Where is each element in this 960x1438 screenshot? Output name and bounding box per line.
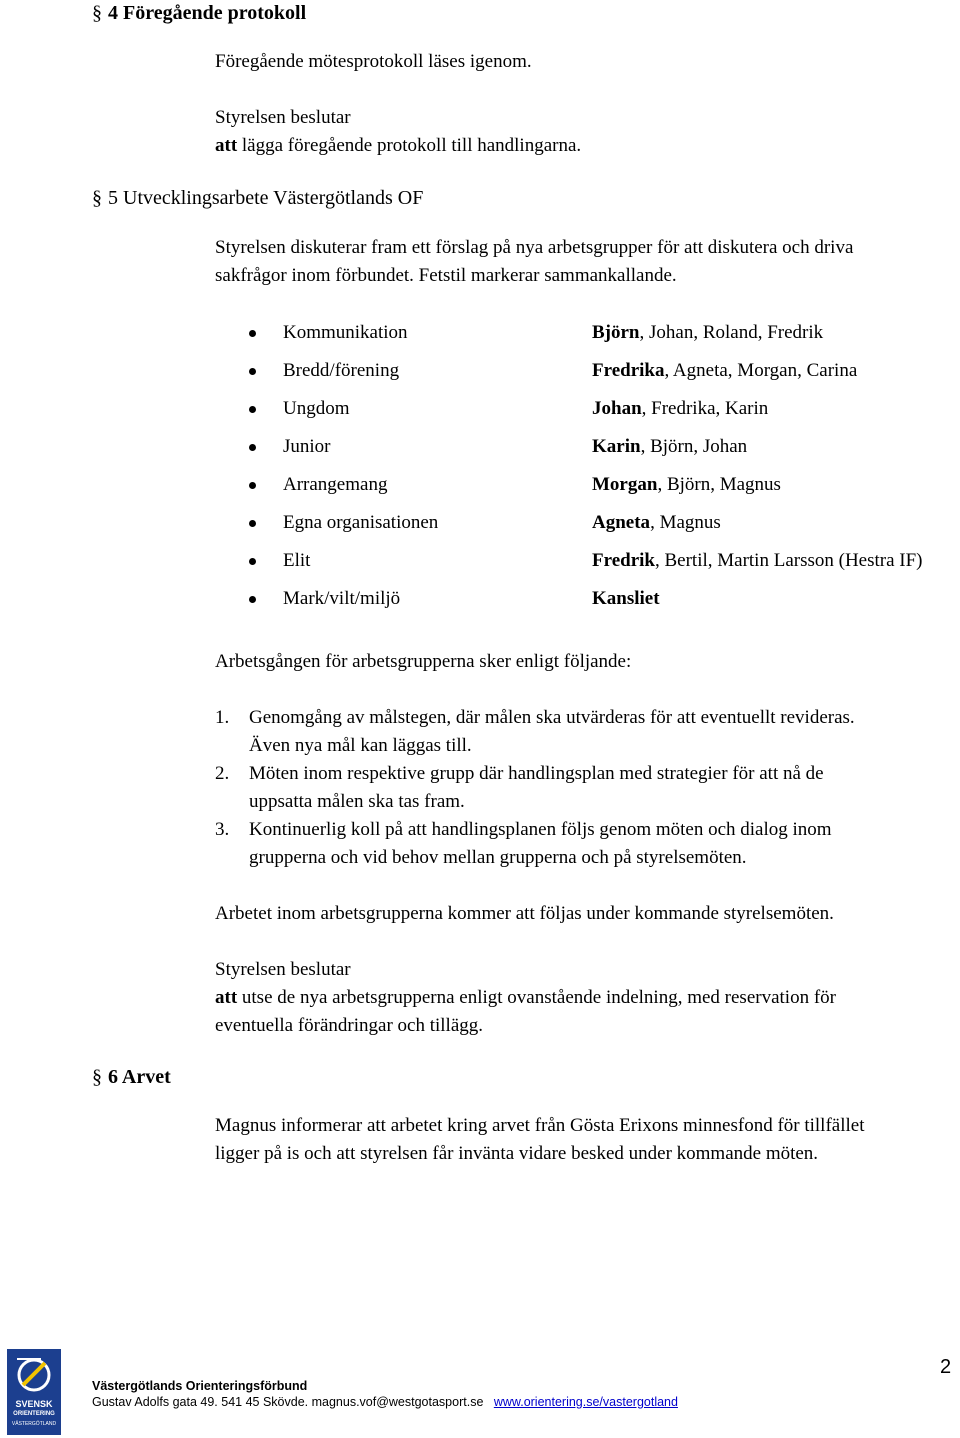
section-sign: §	[92, 1066, 102, 1088]
logo-text-1: SVENSK	[15, 1399, 53, 1409]
step-line: grupperna och vid behov mellan grupperna och på styrelsemöten.	[249, 847, 747, 868]
section-5-intro-line1: Styrelsen diskuterar fram ett förslag på nya arbetsgrupper för att diskutera och driva	[215, 237, 854, 258]
group-members: Morgan, Björn, Magnus	[592, 474, 781, 495]
page-number: 2	[940, 1356, 952, 1378]
decision-label: Styrelsen beslutar	[215, 107, 351, 128]
group-name: Elit	[283, 550, 311, 571]
section-6-line2: ligger på is och att styrelsen får invänta vidare besked under kommande möten.	[215, 1143, 819, 1164]
group-members: Agneta, Magnus	[592, 512, 721, 533]
bullet-icon	[249, 520, 256, 527]
group-members: Johan, Fredrika, Karin	[592, 398, 769, 419]
step-line: 3. Kontinuerlig koll på att handlingsplanen följs genom möten och dialog inom	[215, 819, 832, 840]
bullet-icon	[249, 330, 256, 337]
bullet-icon	[249, 558, 256, 565]
step-line: 1. Genomgång av målstegen, där målen ska utvärderas för att eventuellt revideras.	[215, 707, 855, 728]
section-sign: §	[92, 2, 102, 24]
section-6-line1: Magnus informerar att arbetet kring arvet från Gösta Erixons minnesfond för tillfället	[215, 1115, 865, 1136]
section-4-heading: § 4 Föregående protokoll	[92, 2, 307, 24]
step-line: Även nya mål kan läggas till.	[249, 735, 472, 756]
section-4-text: Föregående mötesprotokoll läses igenom.	[215, 51, 532, 72]
section-5-heading: § 5 Utvecklingsarbete Västergötlands OF	[92, 187, 424, 209]
logo	[7, 1349, 61, 1435]
decision-label: Styrelsen beslutar	[215, 959, 351, 980]
group-name: Egna organisationen	[283, 512, 439, 533]
group-name: Ungdom	[283, 398, 350, 419]
followup-text: Arbetet inom arbetsgrupperna kommer att följas under kommande styrelsemöten.	[215, 903, 834, 924]
bullet-icon	[249, 444, 256, 451]
bullet-icon	[249, 596, 256, 603]
group-name: Mark/vilt/miljö	[283, 588, 401, 609]
decision-text: eventuella förändringar och tillägg.	[215, 1015, 484, 1036]
group-name: Junior	[283, 436, 331, 457]
group-members: Kansliet	[592, 588, 660, 609]
group-members: Fredrik, Bertil, Martin Larsson (Hestra IF)	[592, 550, 923, 571]
footer-org: Västergötlands Orienteringsförbund	[92, 1379, 308, 1393]
group-name: Bredd/förening	[283, 360, 400, 381]
decision-text: att lägga föregående protokoll till handlingarna.	[215, 135, 582, 156]
bullet-icon	[249, 482, 256, 489]
footer-link[interactable]: www.orientering.se/vastergotland	[493, 1395, 678, 1409]
step-line: 2. Möten inom respektive grupp där handlingsplan med strategier för att nå de	[215, 763, 824, 784]
group-members: Karin, Björn, Johan	[592, 436, 748, 457]
section-sign: §	[92, 187, 102, 209]
group-members: Fredrika, Agneta, Morgan, Carina	[592, 360, 858, 381]
section-6-heading: § 6 Arvet	[92, 1066, 171, 1088]
step-line: uppsatta målen ska tas fram.	[249, 791, 465, 812]
footer-address: Gustav Adolfs gata 49. 541 45 Skövde. magnus.vof@westgotasport.se www.orientering.se/vastergotland	[92, 1395, 678, 1409]
process-intro: Arbetsgången för arbetsgrupperna sker enligt följande:	[215, 651, 632, 672]
group-name: Arrangemang	[283, 474, 388, 495]
group-members: Björn, Johan, Roland, Fredrik	[592, 322, 824, 343]
logo-text-2: ORIENTERING	[13, 1411, 55, 1417]
bullet-icon	[249, 406, 256, 413]
group-name: Kommunikation	[283, 322, 408, 343]
section-5-intro-line2: sakfrågor inom förbundet. Fetstil markerar sammankallande.	[215, 265, 677, 286]
bullet-icon	[249, 368, 256, 375]
decision-text: att utse de nya arbetsgrupperna enligt ovanstående indelning, med reservation för	[215, 987, 836, 1008]
compass-icon	[7, 1351, 61, 1397]
logo-text-3: VÄSTERGÖTLAND	[11, 1421, 57, 1427]
